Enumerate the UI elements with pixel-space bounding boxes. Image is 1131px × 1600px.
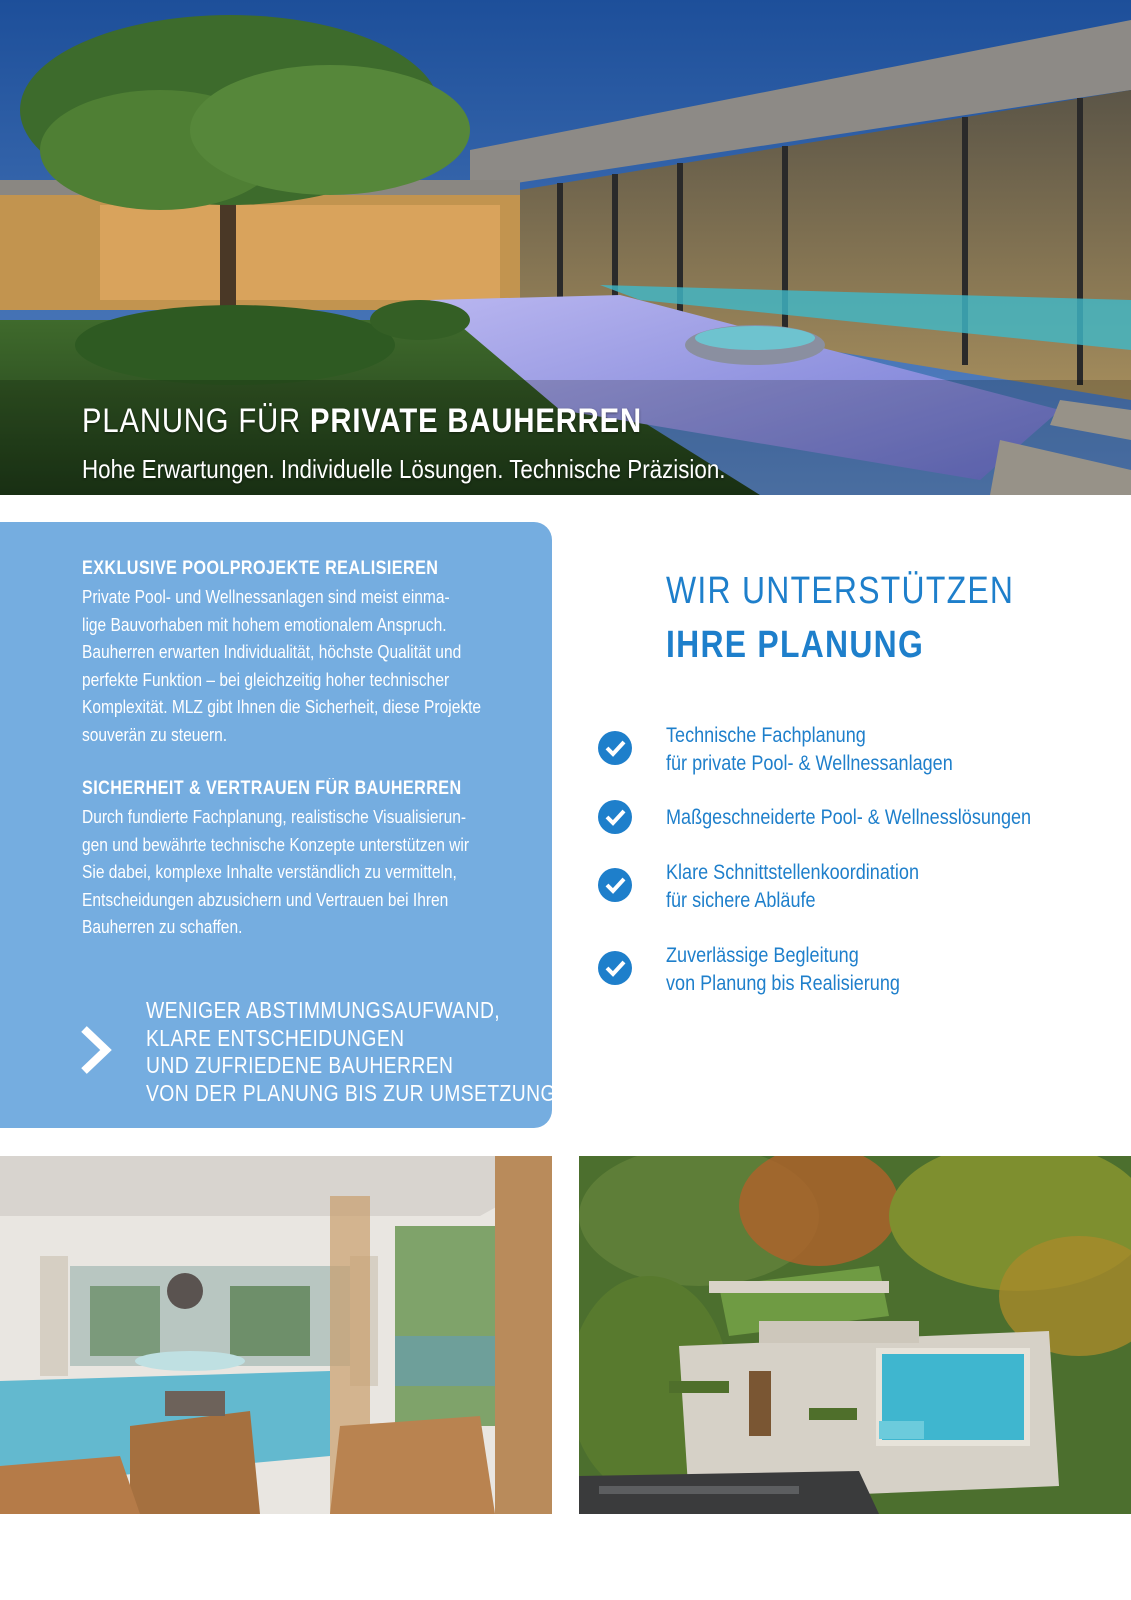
photo-indoor-pool-sauna	[0, 1156, 552, 1514]
feature-item	[666, 859, 919, 914]
hero-title	[82, 402, 642, 441]
callout-line: KLARE ENTSCHEIDUNGEN	[146, 1024, 405, 1051]
text-line: Entscheidungen abzusichern und Vertrauen bei Ihren	[82, 888, 449, 910]
text-line: lige Bauvorhaben mit hohem emotionalem Anspruch.	[82, 613, 447, 635]
check-circle-icon	[598, 800, 632, 834]
hero-title-bold: PRIVATE BAUHERREN	[310, 402, 642, 440]
feature-line: von Planung bis Realisierung	[666, 971, 900, 995]
photo-aerial-garden-pool	[579, 1156, 1131, 1514]
feature-item	[666, 804, 1031, 832]
section-heading-trust: SICHERHEIT & VERTRAUEN FÜR BAUHERREN	[82, 778, 462, 799]
feature-line: für private Pool- & Wellnessanlagen	[666, 751, 953, 775]
check-circle-icon	[598, 951, 632, 985]
section-heading-exclusive: EXKLUSIVE POOLPROJEKTE REALISIEREN	[82, 558, 439, 579]
check-circle-icon	[598, 731, 632, 765]
text-line: souverän zu steuern.	[82, 723, 228, 745]
feature-line: Klare Schnittstellenkoordination	[666, 861, 920, 884]
text-line: Private Pool- und Wellnessanlagen sind meist einma-	[82, 586, 450, 607]
callout-line: UND ZUFRIEDENE BAUHERREN	[146, 1052, 454, 1078]
support-heading-line2: IHRE PLANUNG	[666, 624, 925, 666]
text-line: gen und bewährte technische Konzepte unterstützen wir	[82, 833, 470, 855]
hero-title-regular: PLANUNG FÜR	[82, 402, 302, 440]
hero-subtitle: Hohe Erwartungen. Individuelle Lösungen. Technische Präzision.	[82, 454, 726, 484]
callout-text	[146, 997, 562, 1107]
feature-item	[666, 722, 953, 777]
text-line: Bauherren zu schaffen.	[82, 916, 243, 937]
support-heading-line1: WIR UNTERSTÜTZEN	[666, 570, 1015, 612]
text-line: perfekte Funktion – bei gleichzeitig hoher technischer	[82, 668, 450, 690]
feature-item	[666, 942, 900, 997]
text-line: Durch fundierte Fachplanung, realistische Visualisierun-	[82, 806, 467, 827]
feature-line: Technische Fachplanung	[666, 724, 866, 747]
feature-line: für sichere Abläufe	[666, 888, 816, 912]
feature-line: Zuverlässige Begleitung	[666, 944, 859, 967]
callout-line: WENIGER ABSTIMMUNGSAUFWAND,	[146, 997, 501, 1023]
feature-line: Maßgeschneiderte Pool- & Wellnesslösungen	[666, 806, 1032, 829]
section-text-trust	[82, 803, 509, 941]
callout-line: VON DER PLANUNG BIS ZUR UMSETZUNG.	[146, 1079, 562, 1106]
text-line: Sie dabei, komplexe Inhalte verständlich zu vermitteln,	[82, 861, 457, 882]
check-circle-icon	[598, 868, 632, 902]
chevron-right-icon	[78, 1026, 112, 1074]
text-line: Bauherren erwarten Individualität, höchste Qualität und	[82, 641, 462, 662]
section-text-exclusive	[82, 583, 509, 748]
hero-section	[0, 0, 1131, 495]
text-line: Komplexität. MLZ gibt Ihnen die Sicherheit, diese Projekte	[82, 696, 482, 717]
